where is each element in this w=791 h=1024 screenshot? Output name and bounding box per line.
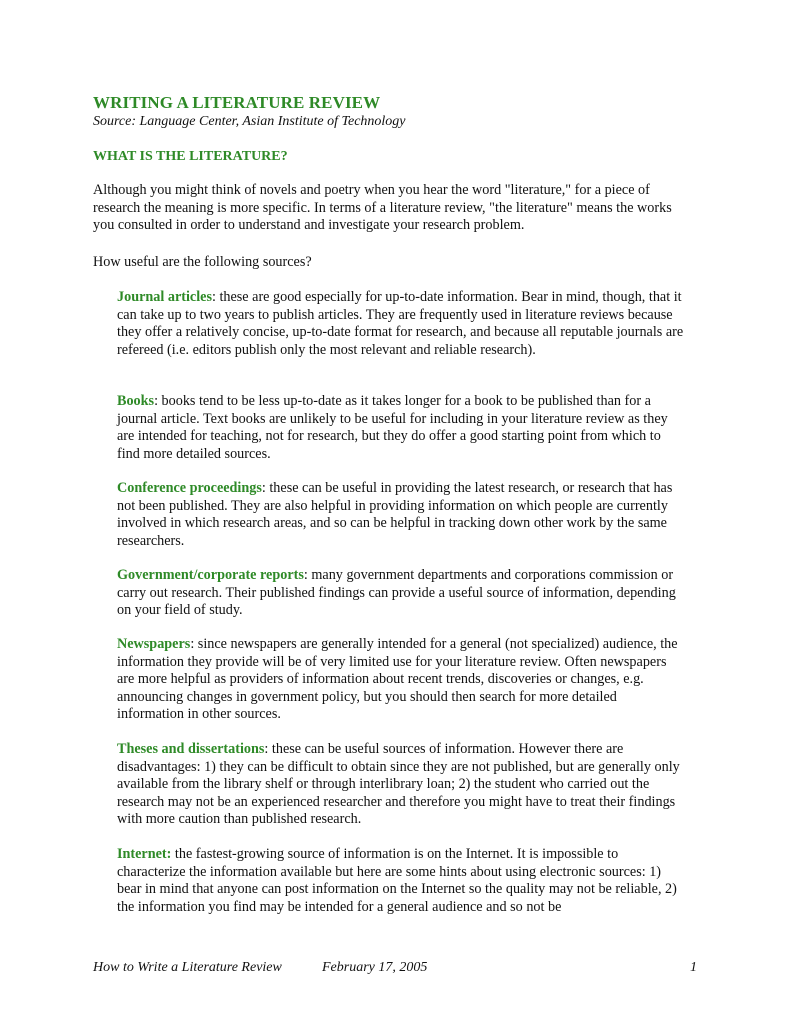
source-item-government-reports [117,567,687,620]
source-term: Journal articles [117,289,212,305]
source-citation: Source: Language Center, Asian Institute of Technology [93,114,406,129]
source-item-conference-proceedings [117,480,687,550]
source-item-books [117,393,687,463]
footer-date: February 17, 2005 [322,960,428,975]
source-term: Newspapers [117,636,191,652]
source-description: the fastest-growing source of information is on the Internet. It is impossible to characterize the information available but here are some hints about using electronic sources: 1) bear in mind that anyone can post information on the Internet so the quality may not be reliable, 2) the information you find may be intended for a general audience and so not be [117,846,677,915]
source-description: : these are good especially for up-to-date information. Bear in mind, though, that it can take up to two years to publish articles. They are frequently used in literature reviews because they offer a relatively concise, up-to-date format for research, and because all reputable journals are refereed (i.e. editors publish only the most relevant and reliable research). [117,289,684,358]
source-term: Government/corporate reports [117,567,304,583]
source-term: Internet: [117,846,172,862]
source-description: : since newspapers are generally intended for a general (not specialized) audience, the information they provide will be of very limited use for your literature review. Often newspapers are more helpful as providers of information about recent trends, discoveries or changes, e.g. announcing changes in government policy, but you should then search for more detailed information in other sources. [117,636,678,722]
source-term: Conference proceedings [117,480,262,496]
source-term: Theses and dissertations [117,741,265,757]
source-item-journal-articles [117,289,687,359]
footer-document-title: How to Write a Literature Review [93,960,282,975]
page-title: WRITING A LITERATURE REVIEW [93,93,381,112]
source-item-newspapers [117,636,687,724]
source-item-theses [117,741,687,829]
sources-question: How useful are the following sources? [93,254,312,270]
source-item-internet [117,846,687,916]
intro-paragraph: Although you might think of novels and poetry when you hear the word "literature," for a piece of research the meaning is more specific. In terms of a literature review, "the literature" means the works you consulted in order to understand and investigate your research problem. [93,182,672,233]
source-description: : these can be useful in providing the latest research, or research that has not been published. They are also helpful in providing information on which people are currently involved in which research areas, and so can be helpful in tracking down other work by the same researchers. [117,480,673,549]
footer-page-number: 1 [690,960,697,975]
section-heading: WHAT IS THE LITERATURE? [93,149,288,164]
source-description: : many government departments and corporations commission or carry out research. Their published findings can provide a useful source of information, depending on your field of study. [117,567,676,618]
source-term: Books [117,393,155,409]
source-description: : books tend to be less up-to-date as it takes longer for a book to be published than for a journal article. Text books are unlikely to be useful for including in your literature review as they are intended for teaching, not for research, but they do offer a good starting point from which to find more detailed sources. [117,393,668,462]
source-description: : these can be useful sources of information. However there are disadvantages: 1) they can be difficult to obtain since they are not published, but are generally only available from the library shelf or through interlibrary loan; 2) the student who carried out the research may not be an experienced researcher and therefore you might have to treat their findings with more caution than published research. [117,741,680,827]
